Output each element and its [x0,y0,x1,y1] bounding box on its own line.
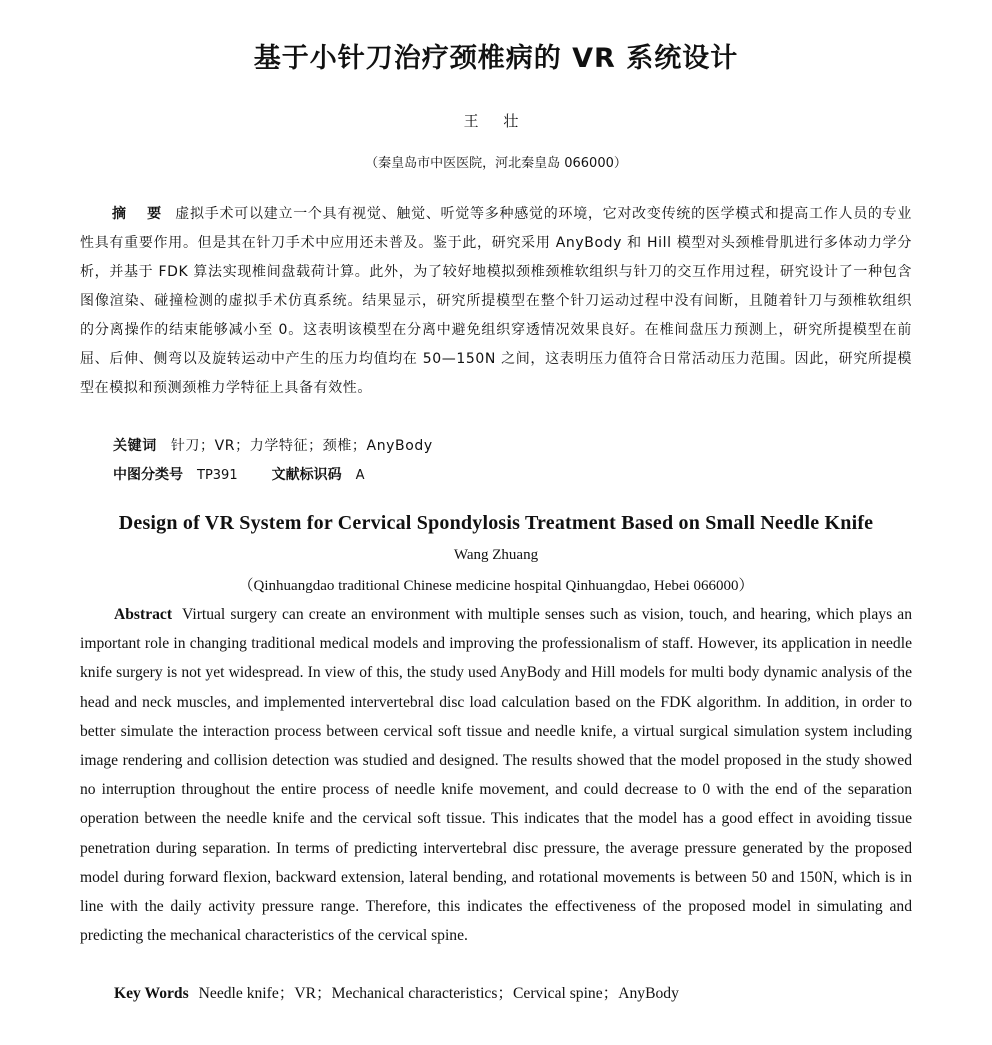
class-number-value: TP391 [197,468,238,483]
chinese-keywords [113,433,433,459]
chinese-title: 基于小针刀治疗颈椎病的 VR 系统设计 [253,43,739,74]
chinese-classification [113,462,365,489]
document-code-label: 文献标识码 [271,467,342,483]
english-keywords [114,981,679,1007]
english-author: Wang Zhuang [453,547,539,563]
chinese-abstract-text: 虚拟手术可以建立一个具有视觉、触觉、听觉等多种感觉的环境，它对改变传统的医学模式和提高工作人员的专业性具有重要作用。但是其在针刀手术中应用还未普及。鉴于此，研究采用 AnyBody 和 Hill 模型对头颈椎骨肌进行多体动力学分析，并基于 FDK 算法实现椎间盘载荷计算。此外，为了较好地模拟颈椎颈椎软组织与针刀的交互作用过程，研究设计了一种包含图像渲染、碰撞检测的虚拟手术仿真系统。结果显示，研究所提模型在整个针刀运动过程中没有间断，且随着针刀与颈椎软组织的分离操作的结束能够减小至 0。这表明该模型在分离中避免组织穿透情况效果良好。在椎间盘压力预测上，研究所提模型在前屈、后伸、侧弯以及旋转运动中产生的压力均值均在 50—150N 之间，这表明压力值符合日常活动压力范围。因此，研究所提模型在模拟和预测颈椎力学特征上具备有效性。 [80,206,913,396]
english-title: Design of VR System for Cervical Spondylosis Treatment Based on Small Needle Knife [118,512,874,534]
english-keywords-text: Needle knife；VR；Mechanical characteristics；Cervical spine；AnyBody [198,985,679,1002]
class-number-label: 中图分类号 [113,467,183,483]
chinese-keywords-text: 针刀；VR；力学特征；颈椎；AnyBody [170,438,433,454]
english-abstract-text: Virtual surgery can create an environment with multiple senses such as vision, touch, and hearing, which plays an important role in changing traditional medical models and improving the professionalism of staff. However, its application in needle knife surgery is not yet widespread. In view of this, the study used AnyBody and Hill models for multi body dynamic analysis of the head and neck muscles, and implemented intervertebral disc load calculation based on the FDK algorithm. In addition, in order to better simulate the interaction process between cervical soft tissue and needle knife, a virtual surgical simulation system including image rendering and collision detection was studied and designed. The results showed that the model proposed in the study showed no interruption throughout the entire process of needle knife movement, and could decrease to 0 with the end of the separation operation between the needle knife and the cervical soft tissue. This indicates that the model has a good effect in avoiding tissue penetration during separation. In terms of predicting intervertebral disc pressure, the average pressure generated by the proposed model during forward flexion, backward extension, lateral bending, and rotational movements is between 50 and 150N, which is in line with the daily activity pressure range. Therefore, this indicates the effectiveness of the proposed model in simulating and predicting the mechanical characteristics of the cervical spine. [80,606,912,945]
chinese-author: 王 壮 [463,112,529,130]
english-abstract [80,600,912,950]
english-affiliation: （Qinhuangdao traditional Chinese medicine hospital Qinhuangdao, Hebei 066000） [238,578,754,594]
english-abstract-label: Abstract [114,606,173,623]
chinese-abstract [80,200,912,403]
english-keywords-label: Key Words [114,985,189,1002]
document-code-value: A [355,468,365,483]
chinese-affiliation: （秦皇岛市中医医院，河北秦皇岛 066000） [365,156,627,171]
chinese-abstract-label: 摘 要 [112,206,170,222]
chinese-keywords-label: 关键词 [113,438,157,454]
